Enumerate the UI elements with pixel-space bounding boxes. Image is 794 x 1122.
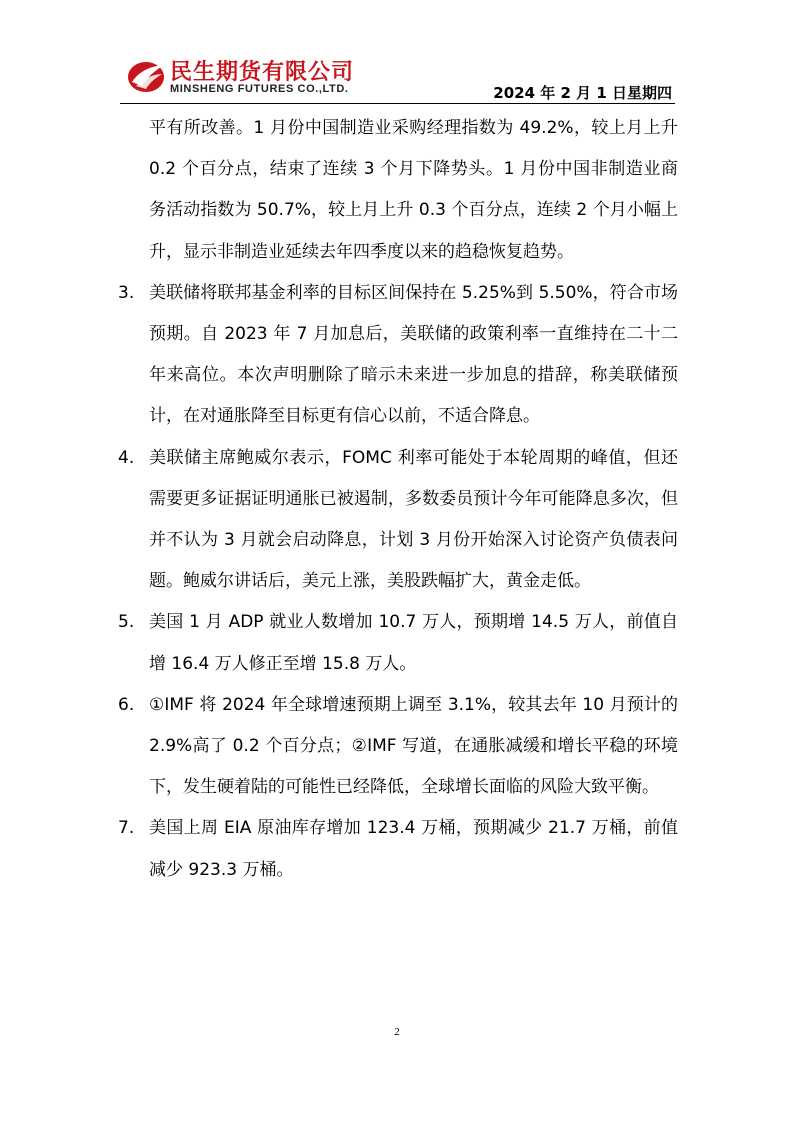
logo-chinese-name: 民生期货有限公司 — [170, 60, 355, 85]
list-item-text: 美联储将联邦基金利率的目标区间保持在 5.25%到 5.50%，符合市场预期。自 2023 年 7 月加息后，美联储的政策利率一直维持在二十二年来高位。本次声明删除了暗示未来进一步加息的措辞，称美联储预计，在对通胀降至目标更有信心以前，不适合降息。 — [149, 282, 678, 427]
list-item — [118, 438, 678, 603]
list-item — [118, 685, 678, 809]
minsheng-logo-icon — [126, 56, 166, 96]
list-item — [118, 808, 678, 890]
document-body — [118, 108, 678, 891]
list-item-text: 美国 1 月 ADP 就业人数增加 10.7 万人，预期增 14.5 万人，前值自增 16.4 万人修正至增 15.8 万人。 — [149, 612, 678, 674]
list-item-text: 美国上周 EIA 原油库存增加 123.4 万桶，预期减少 21.7 万桶，前值减少 923.3 万桶。 — [149, 818, 678, 880]
header-divider — [120, 103, 675, 104]
logo-english-name: MINSHENG FUTURES CO.,LTD. — [170, 83, 349, 95]
list-item-text: ①IMF 将 2024 年全球增速预期上调至 3.1%，较其去年 10 月预计的 2.9%高了 0.2 个百分点；②IMF 写道，在通胀减缓和增长平稳的环境下，发生硬着陆的可能性已经降低，全球增长面临的风险大致平衡。 — [149, 694, 678, 798]
report-date: 2024 年 2 月 1 日星期四 — [493, 84, 672, 102]
list-item-number: 3. — [118, 282, 135, 303]
list-item — [118, 602, 678, 684]
continuation-paragraph: 平有所改善。1 月份中国制造业采购经理指数为 49.2%，较上月上升 0.2 个百分点，结束了连续 3 个月下降势头。1 月份中国非制造业商务活动指数为 50.7%，较上月上升 0.3 个百分点，连续 2 个月小幅上升，显示非制造业延续去年四季度以来的趋稳恢复趋势。 — [149, 118, 678, 262]
list-item-text: 美联储主席鲍威尔表示，FOMC 利率可能处于本轮周期的峰值，但还需要更多证据证明通胀已被遏制，多数委员预计今年可能降息多次，但并不认为 3 月就会启动降息，计划 3 月份开始深入讨论资产负债表问题。鲍威尔讲话后，美元上涨，美股跌幅扩大，黄金走低。 — [149, 447, 678, 592]
list-item — [118, 273, 678, 438]
list-item-number: 5. — [118, 612, 135, 633]
page-number: 2 — [394, 1026, 400, 1038]
page-header — [120, 52, 674, 102]
list-item-number: 4. — [118, 447, 135, 468]
list-item-number: 6. — [118, 694, 135, 715]
list-item-number: 7. — [118, 818, 135, 839]
company-logo — [120, 52, 380, 100]
